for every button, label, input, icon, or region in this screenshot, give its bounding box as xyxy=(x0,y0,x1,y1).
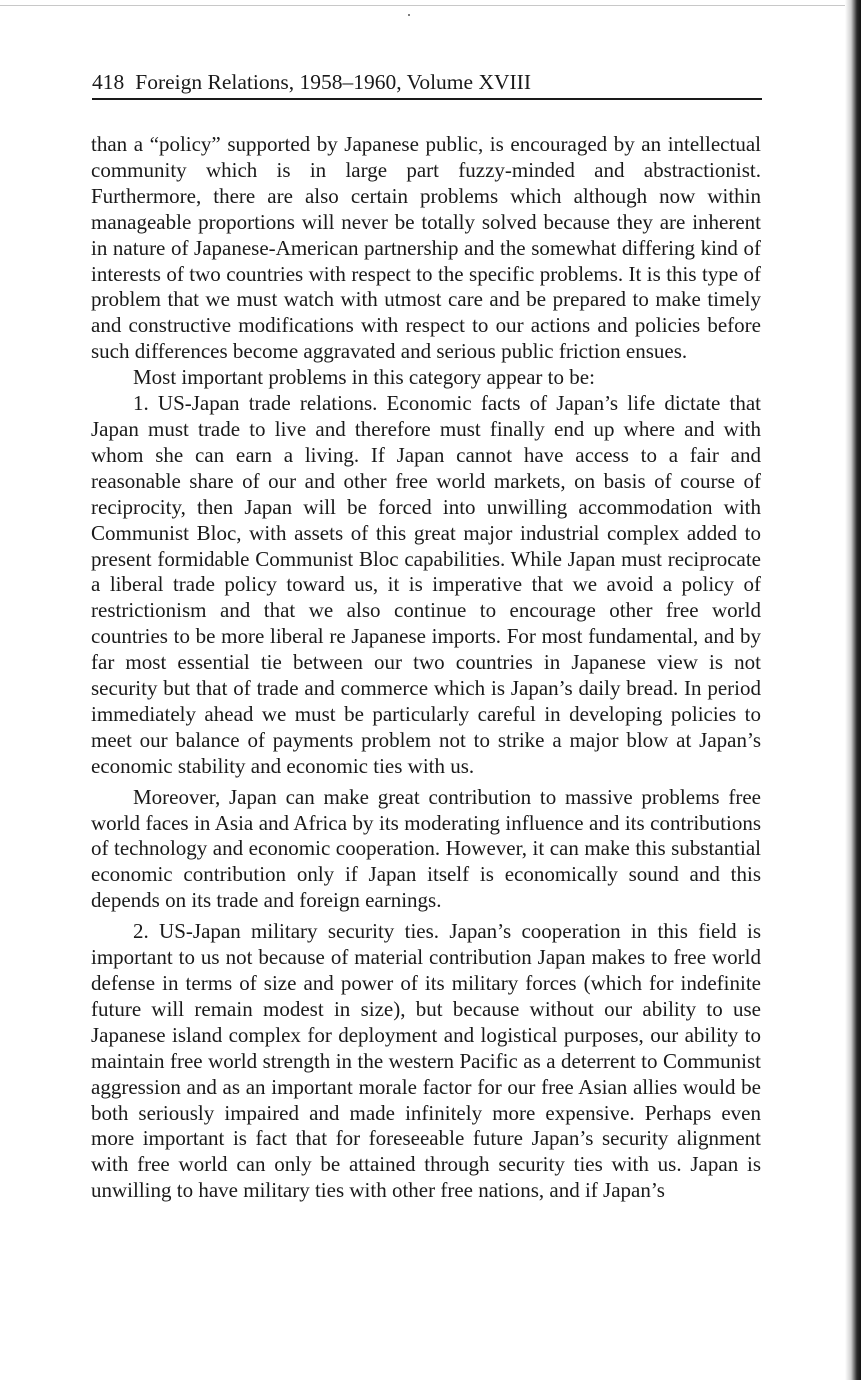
paragraph-trade-relations: 1. US-Japan trade relations. Economic facts of Japan’s life dictate that Japan must trade to live and therefore must finally end up where and with whom she can earn a living. If Japan cannot have access to a fair and reasonable share of our and other free world markets, on basis of course of reciprocity, then Japan will be forced into unwilling accommodation with Communist Bloc, with assets of this great major industrial complex added to present formidable Communist Bloc capabilities. While Japan must reciprocate a liberal trade policy toward us, it is imperative that we avoid a policy of restrictionism and that we also continue to encourage other free world countries to be more liberal re Japanese imports. For most fundamental, and by far most essential tie between our two countries in Japanese view is not security but that of trade and commerce which is Japan’s daily bread. In period immediately ahead we must be particularly careful in developing policies to meet our balance of payments problem not to strike a major blow at Japan’s economic stability and economic ties with us. xyxy=(91,391,761,778)
scan-top-edge xyxy=(0,5,861,6)
header-rule xyxy=(92,98,762,100)
paragraph-problems-intro: Most important problems in this category appear to be: xyxy=(133,365,595,390)
paragraph-economic-contribution: Moreover, Japan can make great contribution to massive problems free world faces in Asia and Africa by its moderating influence and its contributions of technology and economic cooperation. However, it can make this substantial economic contribution only if Japan itself is economically sound and this depends on its trade and foreign earnings. xyxy=(91,784,761,913)
paragraph-military-security: 2. US-Japan military security ties. Japan’s cooperation in this field is important to us not because of material contribution Japan makes to free world defense in terms of size and power of its military forces (which for indefinite future will remain modest in size), but because without our ability to use Japanese island complex for deployment and logistical purposes, our ability to maintain free world strength in the western Pacific as a deterrent to Communist aggression and as an important morale factor for our free Asian allies would be both seriously impaired and made infinitely more expensive. Perhaps even more important is fact that for foreseeable future Japan’s security alignment with free world can only be attained through security ties with us. Japan is unwilling to have military ties with other free nations, and if Japan’s xyxy=(91,919,761,1203)
page-header xyxy=(92,68,762,96)
paragraph-continuation: than a “policy” supported by Japanese public, is encouraged by an intellectual community which is in large part fuzzy-minded and abstractionist. Furthermore, there are also certain problems which although now within manageable proportions will never be totally solved because they are inherent in nature of Japanese-American partnership and the somewhat differing kind of interests of two countries with respect to the specific problems. It is this type of problem that we must watch with utmost care and be prepared to make timely and constructive modifications with respect to our actions and policies before such differences become aggravated and serious public friction ensues. xyxy=(91,132,761,364)
running-title: Foreign Relations, 1958–1960, Volume XVIII xyxy=(135,70,531,94)
scan-speck xyxy=(408,14,410,16)
document-body xyxy=(91,132,761,1204)
scan-right-edge-shadow xyxy=(845,0,861,1380)
page-number: 418 xyxy=(92,70,125,94)
